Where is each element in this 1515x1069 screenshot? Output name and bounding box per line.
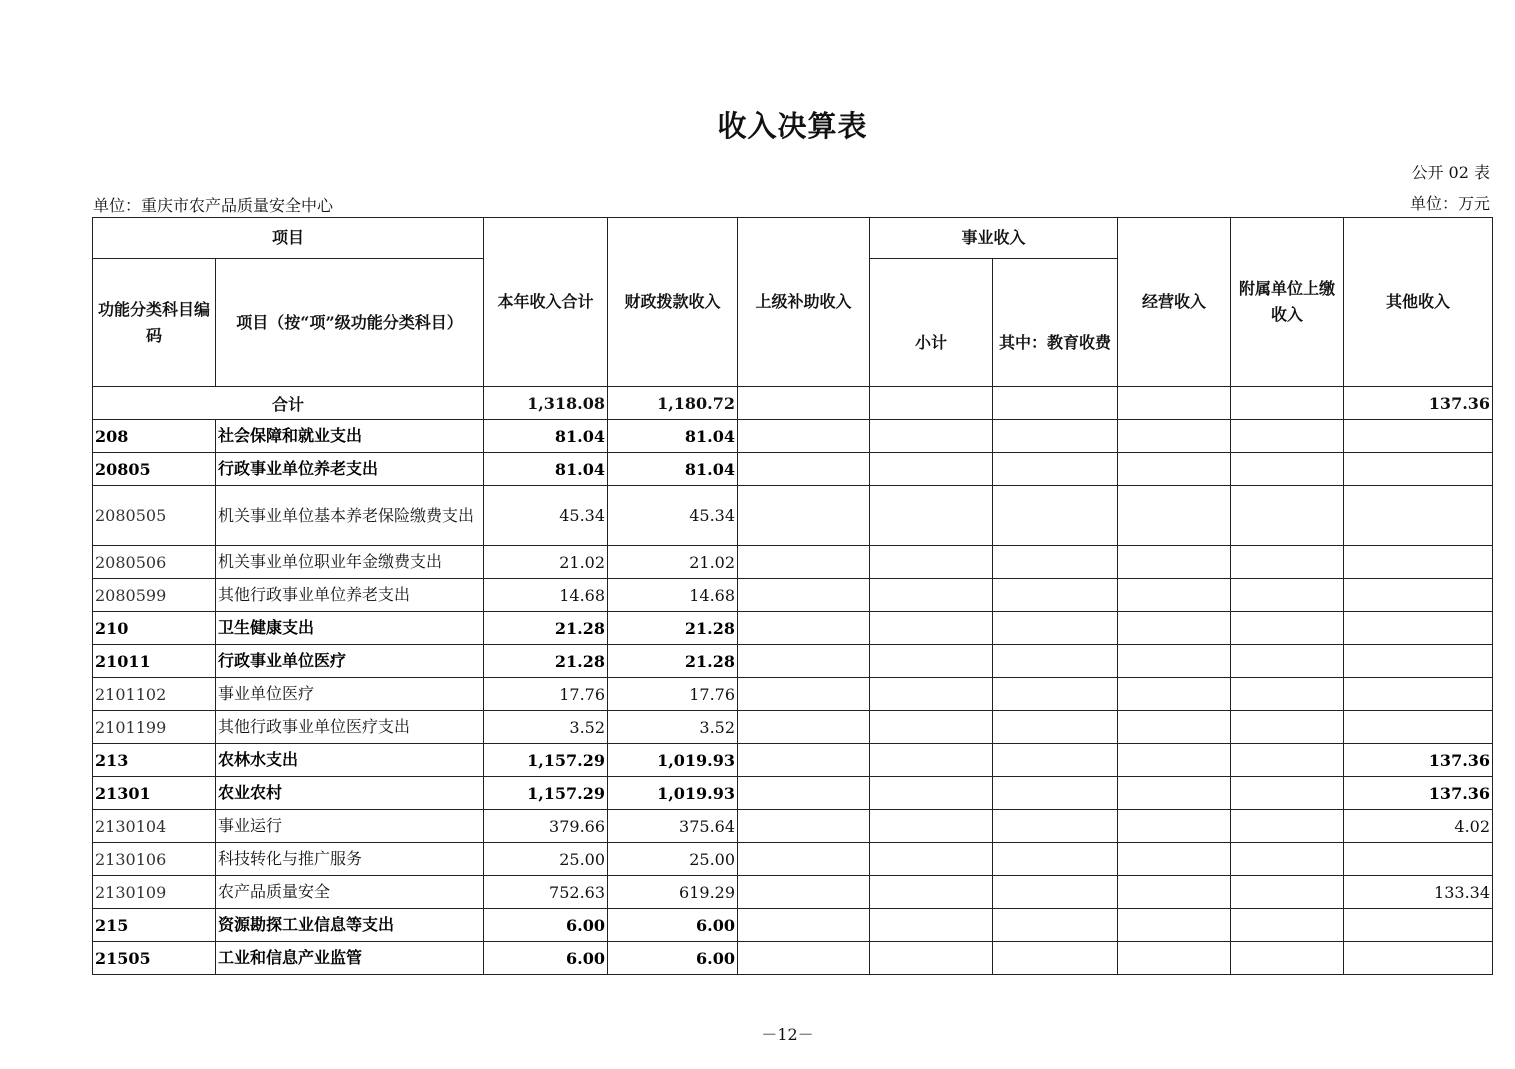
row-total: 1,157.29 <box>484 777 608 810</box>
row-total: 379.66 <box>484 810 608 843</box>
total-other: 137.36 <box>1344 387 1493 420</box>
table-row <box>93 645 1493 678</box>
total-row <box>93 387 1493 420</box>
row-total: 14.68 <box>484 579 608 612</box>
row-total: 25.00 <box>484 843 608 876</box>
row-code: 2080505 <box>93 486 216 546</box>
row-code: 21301 <box>93 777 216 810</box>
row-name: 农业农村 <box>216 777 484 810</box>
row-total: 3.52 <box>484 711 608 744</box>
row-name: 农产品质量安全 <box>216 876 484 909</box>
row-fiscal: 6.00 <box>608 909 738 942</box>
row-name: 机关事业单位职业年金缴费支出 <box>216 546 484 579</box>
row-fiscal: 1,019.93 <box>608 777 738 810</box>
row-name: 农林水支出 <box>216 744 484 777</box>
row-fiscal: 14.68 <box>608 579 738 612</box>
row-other <box>1344 486 1493 546</box>
header-name: 项目（按“项”级功能分类科目） <box>216 259 484 387</box>
header-career: 事业收入 <box>870 218 1118 259</box>
row-name: 社会保障和就业支出 <box>216 420 484 453</box>
row-fiscal: 21.28 <box>608 645 738 678</box>
row-other: 137.36 <box>1344 744 1493 777</box>
header-total: 本年收入合计 <box>484 218 608 387</box>
row-total: 1,157.29 <box>484 744 608 777</box>
table-row <box>93 678 1493 711</box>
total-income: 1,318.08 <box>484 387 608 420</box>
row-total: 17.76 <box>484 678 608 711</box>
row-name: 卫生健康支出 <box>216 612 484 645</box>
row-other <box>1344 579 1493 612</box>
row-code: 2130106 <box>93 843 216 876</box>
header-superior: 上级补助收入 <box>738 218 870 387</box>
total-label: 合计 <box>93 387 484 420</box>
row-fiscal: 25.00 <box>608 843 738 876</box>
table-row <box>93 453 1493 486</box>
row-name: 科技转化与推广服务 <box>216 843 484 876</box>
row-fiscal: 21.02 <box>608 546 738 579</box>
row-name: 机关事业单位基本养老保险缴费支出 <box>216 486 484 546</box>
table-row <box>93 942 1493 975</box>
row-code: 21011 <box>93 645 216 678</box>
header-business: 经营收入 <box>1118 218 1231 387</box>
row-total: 81.04 <box>484 453 608 486</box>
table-row <box>93 420 1493 453</box>
row-fiscal: 375.64 <box>608 810 738 843</box>
row-code: 210 <box>93 612 216 645</box>
form-number: 公开 02 表 <box>1411 163 1490 182</box>
row-code: 21505 <box>93 942 216 975</box>
header-edu: 其中：教育收费 <box>993 259 1118 387</box>
row-code: 2101102 <box>93 678 216 711</box>
row-other <box>1344 612 1493 645</box>
header-subtotal: 小计 <box>870 259 993 387</box>
row-fiscal: 17.76 <box>608 678 738 711</box>
row-other: 4.02 <box>1344 810 1493 843</box>
row-code: 2130109 <box>93 876 216 909</box>
row-total: 81.04 <box>484 420 608 453</box>
header-code: 功能分类科目编码 <box>93 259 216 387</box>
row-code: 2130104 <box>93 810 216 843</box>
table-row <box>93 843 1493 876</box>
row-name: 其他行政事业单位医疗支出 <box>216 711 484 744</box>
header-other: 其他收入 <box>1344 218 1493 387</box>
table-row <box>93 909 1493 942</box>
row-other <box>1344 420 1493 453</box>
row-code: 215 <box>93 909 216 942</box>
row-other <box>1344 645 1493 678</box>
row-code: 213 <box>93 744 216 777</box>
row-name: 工业和信息产业监管 <box>216 942 484 975</box>
row-other <box>1344 546 1493 579</box>
total-fiscal: 1,180.72 <box>608 387 738 420</box>
income-table <box>92 217 1493 975</box>
row-fiscal: 45.34 <box>608 486 738 546</box>
row-code: 2080506 <box>93 546 216 579</box>
table-row <box>93 579 1493 612</box>
header-affiliated: 附属单位上缴收入 <box>1231 218 1344 387</box>
table-row <box>93 711 1493 744</box>
row-total: 21.02 <box>484 546 608 579</box>
row-fiscal: 1,019.93 <box>608 744 738 777</box>
row-code: 2101199 <box>93 711 216 744</box>
row-total: 21.28 <box>484 612 608 645</box>
row-code: 2080599 <box>93 579 216 612</box>
header-project: 项目 <box>93 218 484 259</box>
table-row <box>93 810 1493 843</box>
page-title: 收入决算表 <box>717 109 868 143</box>
row-name: 事业单位医疗 <box>216 678 484 711</box>
table-row <box>93 777 1493 810</box>
row-other <box>1344 942 1493 975</box>
row-fiscal: 81.04 <box>608 453 738 486</box>
row-other <box>1344 711 1493 744</box>
row-name: 其他行政事业单位养老支出 <box>216 579 484 612</box>
table-row <box>93 546 1493 579</box>
currency-unit: 单位：万元 <box>1409 194 1490 213</box>
header-fiscal: 财政拨款收入 <box>608 218 738 387</box>
row-total: 21.28 <box>484 645 608 678</box>
row-other <box>1344 453 1493 486</box>
row-other: 137.36 <box>1344 777 1493 810</box>
row-total: 752.63 <box>484 876 608 909</box>
row-fiscal: 21.28 <box>608 612 738 645</box>
row-fiscal: 619.29 <box>608 876 738 909</box>
row-fiscal: 6.00 <box>608 942 738 975</box>
row-fiscal: 81.04 <box>608 420 738 453</box>
row-name: 资源勘探工业信息等支出 <box>216 909 484 942</box>
row-fiscal: 3.52 <box>608 711 738 744</box>
table-row <box>93 744 1493 777</box>
row-other: 133.34 <box>1344 876 1493 909</box>
row-name: 行政事业单位医疗 <box>216 645 484 678</box>
table-row <box>93 876 1493 909</box>
row-total: 45.34 <box>484 486 608 546</box>
row-code: 20805 <box>93 453 216 486</box>
table-row <box>93 612 1493 645</box>
row-total: 6.00 <box>484 909 608 942</box>
row-name: 事业运行 <box>216 810 484 843</box>
reporting-unit: 单位：重庆市农产品质量安全中心 <box>93 196 334 215</box>
row-other <box>1344 909 1493 942</box>
row-code: 208 <box>93 420 216 453</box>
row-other <box>1344 843 1493 876</box>
row-total: 6.00 <box>484 942 608 975</box>
table-row <box>93 486 1493 546</box>
row-name: 行政事业单位养老支出 <box>216 453 484 486</box>
row-other <box>1344 678 1493 711</box>
page-number: －12－ <box>761 1025 814 1044</box>
